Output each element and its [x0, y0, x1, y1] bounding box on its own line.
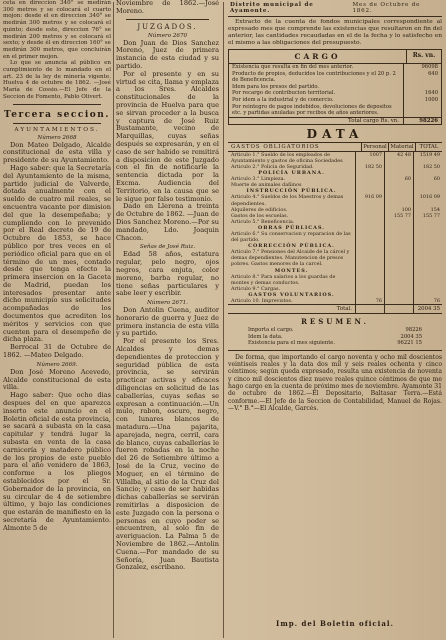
resumen-row [228, 340, 442, 347]
cargo-header [229, 50, 441, 64]
cargo-row-value: 640 [403, 71, 441, 84]
row-total: 154 [413, 207, 442, 213]
cargo-row-value: 1000 [403, 97, 441, 104]
cargo-row-label: Existencia que resulta en fin del mes anterior. [232, 64, 354, 70]
notice-number: Número 2671. [147, 300, 188, 307]
resumen-label: Existencia para el mes siguiente. [248, 340, 336, 347]
empty-cell [355, 305, 384, 313]
row-material [384, 194, 413, 206]
resumen-row [228, 327, 442, 334]
row-text: Articulo 8.° Para salarios a los guardas de montes y demas conductos. [231, 273, 336, 286]
notice-body: Hago saber: que la Secretaría del Ayuntamiento de la misma, partido judicial de Valverde, dotada anualmente con el sueldo de cuatro mil reales, se encuentra vacante por dimision del que la desempeñaba; y cumpliendo con lo prevenido por el Real decreto de 19 de Octubre de 1853, se hace público por tres veces en el periódico oficial para que en el término de un mes, contado desde que tenga efecto la primera insercion en la Gaceta de Madrid, puedan los interesados presentar ante dicho municipio sus solicitudes acompañadas de los documentos que acrediten los méritos y servicios con que cuenten para el desempeño de dicha plaza. [3, 163, 111, 344]
notice-closing: Berrocal 31 de Octubre de 1862. —Mateo Delgado. [3, 343, 111, 360]
row-total: 60 [413, 176, 442, 182]
imprint: Imp. del Boletin oficial. [276, 619, 394, 628]
row-personal: 1007 [355, 152, 384, 164]
section-title: JUZGADOS. [137, 22, 198, 31]
cargo-row [229, 71, 441, 84]
report-month: Mes de Octubre de 1862. [352, 2, 421, 14]
resumen-title: RESUMEN. [301, 317, 369, 327]
cargo-row [229, 90, 441, 97]
row-total [413, 231, 442, 243]
header-personal: Personal [361, 143, 388, 151]
cargo-row-value [403, 104, 441, 117]
row-material: 42 48 [384, 152, 413, 164]
row-material: 60 [384, 176, 413, 182]
row-personal: 182 50 [355, 164, 384, 170]
table-row [228, 298, 442, 304]
row-text: CORRECCIÓN PÚBLICA. [248, 243, 335, 250]
resumen-value: 2004 35 [400, 333, 422, 340]
row-text: Muerte de animales dañinos [231, 182, 302, 189]
notice-closing: Dado en Llerena a treinta de Octubre de 1862. —Juan de Dios Sanchez Moreno.—Por su mandado, Ldo. Joaquin Chacon. [116, 202, 219, 242]
row-total: 182 50 [413, 164, 442, 170]
cargo-total-label: Total cargo Rs. vn. [348, 117, 399, 124]
header-total: TOTAL [415, 143, 442, 151]
expense-total-label: Total. [336, 306, 352, 313]
table-row [228, 194, 442, 206]
row-text: Articulo 6.° Su conservacion y reparacion de las del partido. [231, 230, 351, 244]
notice-number: Número 2669. [36, 361, 78, 368]
table-row [228, 274, 442, 286]
notice-heading: Don Mateo Delgado, Alcalde constitucional de esta villa y presidente de su Ayuntamiento. [3, 140, 111, 165]
row-total [413, 274, 442, 286]
expense-total-row [228, 304, 442, 314]
row-text: POLICÍA URBANA. [258, 170, 325, 177]
resumen-row [228, 334, 442, 341]
header-gastos: GASTOS OBLIGATORIOS [231, 143, 320, 150]
column-right [228, 0, 442, 600]
expense-total-value: 2004 35 [413, 305, 442, 313]
row-text: INSTRUCCIÓN PÚBLICA. [246, 188, 337, 195]
resumen-label: Idem la data. [248, 333, 283, 340]
row-personal [355, 231, 384, 243]
row-material: 155 77 [384, 213, 413, 219]
divider [228, 350, 442, 351]
section-subtitle: AYUNTAMIENTOS. [14, 126, 100, 133]
notice-body: Por el presente los Sres. Alcaldes y demas dependientes de proteccion y seguridad pública de esta provincia, se servirán practicar activas y eficaces diligencias en solicitud de las caballerías, cuyas señas se expresan a continuación.—Un mulo, rabon, oscuro, negro, con lunares blancos de matadura.—Una pajarita, aparejada, negra, cerril, cara de blanco, cuyas caballerías le fueron robadas en la noche del 26 de Setiembre último a José de la Cruz, vecino de Moguer, en el término de Villalba, al sitio de la Cruz del Sancio; y caso de ser habidas dichas caballerías se servirán remitirlas a disposicion de este Juzgado con la persona o personas en cuyo poder se encuentren, al solo fin de averiguacion. La Palma 5 de Noviembre de 1862.—Antolin Cuena.—Por mandado de su Señoría, Juan Bautista Gonzalez, escribano. [116, 337, 219, 572]
district-name: Distrito municipal de Ayamonte. [230, 2, 314, 14]
row-total: 1519 49 [413, 152, 442, 164]
row-personal: 916 09 [355, 194, 384, 206]
currency-label: Rs. vn. [406, 50, 441, 63]
row-text: Articulo 3.° Limpieza. [231, 176, 286, 183]
column-rule [113, 2, 114, 638]
notice-number: Número 2670 [147, 32, 188, 39]
notice-heading: Don Juan de Dios Sanchez Moreno, Juez de primera instancia de esta ciudad y su partido. [116, 38, 219, 70]
row-personal [355, 249, 384, 267]
data-title: DATA [306, 126, 364, 141]
notice-body: Hago saber: Que ocho dias despues del en que aparezca inserto este anuncio en el Boletin oficial de esta provincia, se sacará a subasta en la casa capitular y tendrá lugar la subasta en venta de la casa carnicería y matadero público de los propios de este pueblo para el año venidero de 1863, conforme a los pliegos establecidos por el Sr. Gobernador de la provincia, en su circular de 4 de setiembre último, y bajo las condiciones que estarán de manifiesto en la secretaría de Ayuntamiento. Almonte 5 de [3, 391, 111, 532]
empty-cell [384, 305, 413, 313]
resumen-label: Importa el cargo. [248, 327, 294, 334]
row-text: Articulo 4.° Sueldos de los Maestros y demas dependientes. [231, 194, 344, 207]
expense-table [228, 142, 442, 314]
row-text: Articulo 7.° Pensiones del Alcaide de la cárcel y demas dependientes. Manutencion de presos pobres. Gastos menores de la carcel. [231, 249, 350, 268]
extract-intro: Extracto de la cuenta de fondos municipales correspondiente al expresado mes que comprende las existencias que resultaron en fin del anterior, las cantidades recaudadas en el de la fecha y lo satisfecho en el mismo a las obligaciones del presupuesto. [228, 19, 442, 46]
notice-heading: Don José Moreno Acevedo, Alcalde constitucional de esta villa. [3, 367, 111, 392]
signs-body: Edad 58 años, estatura regular, pelo negro, ojos negros, cara enjuta, color moreno, barba regular, no tiene señas particulares y sabe leer y escribir. [116, 250, 219, 298]
expense-table-header [228, 142, 442, 152]
cargo-row-value: 96098 [403, 64, 441, 71]
expense-table-rows [228, 152, 442, 304]
signs-title: Señas de José Ruiz. [139, 244, 196, 251]
row-total: 76 [413, 298, 442, 304]
table-row [228, 231, 442, 243]
cargo-row [229, 64, 441, 71]
cargo-total-value: 98226 [403, 118, 441, 124]
row-text: GASTOS VOLUNTARIOS. [248, 291, 335, 298]
column-middle [116, 0, 219, 640]
cargo-row-label: Por idem a la industrial y de comercio. [232, 96, 334, 103]
row-material [384, 274, 413, 286]
row-text: OBRAS PÚBLICAS. [257, 224, 326, 231]
row-total: 155 77 [413, 213, 442, 219]
divider [126, 19, 209, 20]
row-text: Articulo 5.° Beneficencia. [231, 218, 295, 225]
column-rule [223, 2, 224, 638]
cargo-row-value [403, 84, 441, 91]
row-text: Articulo 2.° Policía de Seguridad. [231, 163, 314, 170]
notice-number: Número 2668 [37, 134, 77, 141]
district-header [228, 0, 442, 17]
divider [13, 104, 101, 105]
resumen-value: 96221 15 [397, 340, 422, 347]
cargo-row-label: Por reintegro de pagos indebidos, devoluciones de depositos etc. y partidas anuladas por recibos de años anteriores. [232, 103, 392, 117]
notice-heading: Don Antolin Cuena, auditor honorario de guerra y Juez de primera instancia de esta villa y su partido. [116, 306, 219, 338]
row-total: 1016 09 [413, 194, 442, 206]
cargo-row [229, 84, 441, 91]
row-material [384, 249, 413, 267]
cargo-box [228, 49, 442, 125]
row-material [384, 231, 413, 243]
top-paragraph: ceta en direccion 340° se medirán 300 metros y se colocará el cuarto mojon: desde el en direccion 340° se medirán 300 metros y se colocará el quinto; desde este, direccion 76° se medirán 200 metros y se colocará el sexto; y desde él en direccion 160° se medirán 300 metros, que concluirán en el primer mojon. [3, 0, 111, 60]
cargo-row [229, 104, 441, 117]
row-personal [355, 274, 384, 286]
row-material: 100 [384, 207, 413, 213]
cargo-total-row [229, 117, 441, 124]
header-material: Material [388, 143, 415, 151]
row-text: MONTES. [274, 267, 309, 274]
row-personal: 76 [355, 298, 384, 304]
continued-text: Noviembre de 1862.—José Moreno. [116, 0, 219, 15]
table-row [228, 249, 442, 267]
section-title: Tercera seccion. [4, 109, 110, 120]
row-text: Articulo 1.° Sueldo de los empleados de Ayuntamiento y gastos de oficina Sociedades [231, 151, 343, 164]
notice-body: Por el presente y en su virtud se cita, llama y emplaza a los Sres. Alcaldes constitucionales de la provincia de Huelva para que se sirvan proceder a la busca y captura de José Ruiz Bustamante, vecino de Marquillas, cuyas señas después se expresarán, y en el caso de ser habido se remitirá a disposicion de este Juzgado con el fin de notificarle la sentencia dictada por la Excma. Audiencia del Territorio, en la causa que se le sigue por falso testimonio. [116, 69, 219, 203]
row-material [384, 298, 413, 304]
cargo-row-label: Producto de propios, deducidos los contribuciones y el 20 p. 2 de Beneficencia. [232, 70, 396, 84]
resumen-value: 98226 [405, 327, 422, 334]
row-text: Articulo 9.° Cargas. [231, 285, 281, 292]
row-text: Gastos de los escuelas. [231, 212, 289, 219]
divider [13, 123, 101, 124]
top-paragraph-2: Lo que se anuncia al público en cumplimiento de lo mandado en el art. 23 de la ley de minería vigente. Huelva 4 de octubre de 1862. —José María de Cossio.—El Jefe de la Seccion de Fomento, Pablo Olivert. [3, 60, 111, 100]
row-text: Alquileres de edificios. [231, 206, 288, 213]
resumen-rows [228, 327, 442, 347]
cargo-row-label: Idem para los presos del partido. [232, 83, 320, 90]
row-total [413, 249, 442, 267]
closing-paragraph: De forma, que importando el cargo noventa y ocho mil doscientos veintiseis reales y la data dos mil y seis reales ochenta y cinco céntimos; según queda expresado, resulta una existencia de noventa y cinco mil doscientos diez nueve reales quince céntimos de que me hago cargo en la cuenta de próximo mes de noviembre. Ayamonte 31 de octubre de 1862.—El Depositario, Baltasar Terra.—Está conforme.—El Jefe de la Seccion de Contabilidad, Manuel de Rojas.—V.° B.°—El Alcalde, Garcés. [228, 353, 442, 412]
table-row [228, 152, 442, 164]
cargo-row [229, 97, 441, 104]
cargo-rows [229, 64, 441, 117]
column-left [3, 0, 111, 640]
row-text: Articulo 10. Imprevistos. [231, 298, 293, 304]
cargo-row-value: 1640 [403, 90, 441, 97]
cargo-title: CARGO [294, 52, 341, 61]
cargo-row-label: Por recargo de contribucion territorial. [232, 90, 336, 97]
